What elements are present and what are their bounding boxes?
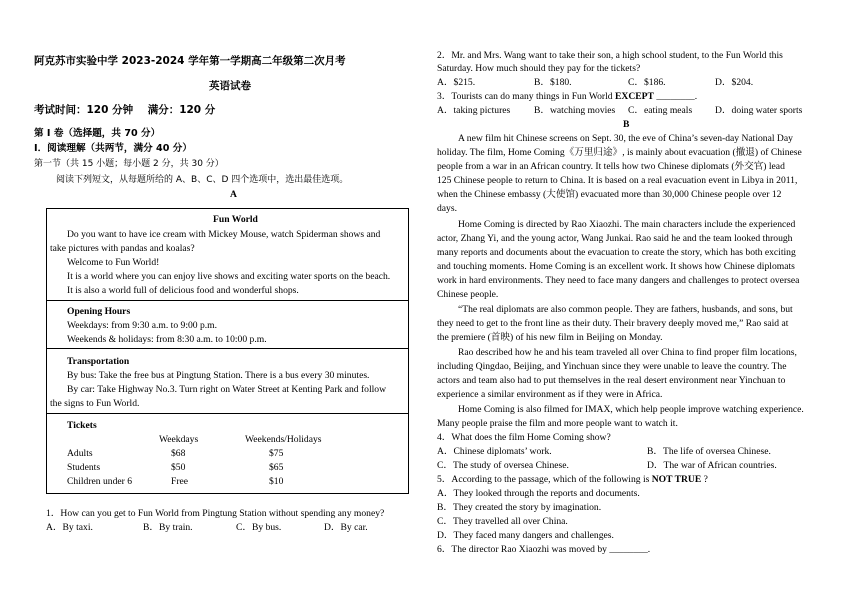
option-b[interactable]: B．$180. bbox=[534, 77, 572, 88]
ticket-row-label: Students bbox=[67, 462, 101, 473]
transport-line: By bus: Take the free bus at Pingtung Station. There is a bus every 30 minutes. bbox=[67, 370, 370, 381]
passage-line: A new film hit Chinese screens on Sept. 30, the eve of China’s seven-day National Day bbox=[458, 133, 793, 144]
passage-line: experience a similar environment as if they were in Africa. bbox=[437, 389, 663, 400]
option-c[interactable]: C．$186. bbox=[628, 77, 666, 88]
passage-letter-a: A bbox=[230, 189, 237, 200]
intro-line: Do you want to have ice cream with Mickey Mouse, watch Spiderman shows and bbox=[67, 229, 381, 240]
fun-world-box bbox=[46, 208, 409, 494]
divider bbox=[47, 348, 408, 349]
box-title: Fun World bbox=[213, 214, 258, 225]
option-a[interactable]: A．By taxi. bbox=[46, 522, 93, 533]
question-2-options bbox=[437, 77, 817, 89]
option-a[interactable]: A．Chinese diplomats’ work. bbox=[437, 446, 552, 457]
instructions: 阅读下列短文，从每题所给的 A、B、C、D 四个选项中，选出最佳选项。 bbox=[56, 175, 349, 185]
section-heading: I．阅读理解（共两节，满分 40 分） bbox=[34, 143, 192, 154]
passage-line: Chinese people. bbox=[437, 289, 499, 300]
exam-info: 考试时间：120 分钟 满分：120 分 bbox=[34, 104, 216, 116]
passage-line: work in hard environments. They need to face many dangers and challenges to protect oversea bbox=[437, 275, 800, 286]
option-c[interactable]: C．The study of oversea Chinese. bbox=[437, 460, 569, 471]
question-3-options bbox=[437, 105, 817, 117]
tickets-title: Tickets bbox=[67, 420, 97, 431]
ticket-row-label: Adults bbox=[67, 448, 93, 459]
intro-line: take pictures with pandas and koalas? bbox=[50, 243, 195, 254]
option-a[interactable]: A．They looked through the reports and documents. bbox=[437, 488, 640, 499]
ticket-row-weekday: $50 bbox=[171, 462, 186, 473]
passage-line: 125 Chinese people to return to China. It is based on a real evacuation event in Libya in 2011, bbox=[437, 175, 798, 186]
option-b[interactable]: B．The life of oversea Chinese. bbox=[647, 446, 771, 457]
passage-line: holiday. The film, Home Coming《万里归途》, is mainly about evacuation (撤退) of Chinese bbox=[437, 147, 802, 158]
passage-line: Home Coming is directed by Rao Xiaozhi. The main characters include the experienced bbox=[458, 219, 796, 230]
part-label: 第 I 卷（选择题，共 70 分） bbox=[34, 128, 161, 139]
tickets-header-weekends: Weekends/Holidays bbox=[245, 434, 322, 445]
option-c[interactable]: C．eating meals bbox=[628, 105, 693, 116]
question-4-stem: 4．What does the film Home Coming show? bbox=[437, 432, 611, 443]
passage-line: they need to get to the front line as their duty. Their bravery deeply moved me,” Rao said at bbox=[437, 318, 789, 329]
divider bbox=[47, 300, 408, 301]
exam-subtitle: 英语试卷 bbox=[209, 80, 251, 92]
option-d[interactable]: D．They faced many dangers and challenges. bbox=[437, 530, 614, 541]
stem-emphasis: EXCEPT bbox=[615, 91, 654, 102]
hours-title: Opening Hours bbox=[67, 306, 131, 317]
passage-line: and touching moments. Home Coming is an excellent work. It shows how Chinese diplomats bbox=[437, 261, 795, 272]
passage-line: Home Coming is also filmed for IMAX, which help people improve watching experience. bbox=[458, 404, 804, 415]
ticket-row-weekend: $75 bbox=[269, 448, 284, 459]
question-2-stem: Saturday. How much should they pay for the tickets? bbox=[437, 63, 641, 74]
stem-text: 5．According to the passage, which of the following is bbox=[437, 474, 652, 485]
stem-blank: ________. bbox=[653, 91, 698, 102]
option-b[interactable]: B．They created the story by imagination. bbox=[437, 502, 602, 513]
option-b[interactable]: B．By train. bbox=[143, 522, 193, 533]
ticket-row-weekday: Free bbox=[171, 476, 189, 487]
intro-line: It is a world where you can enjoy live shows and exciting water sports on the beach. bbox=[67, 271, 391, 282]
passage-line: days. bbox=[437, 203, 457, 214]
passage-line: Rao described how he and his team traveled all over China to find proper film locations, bbox=[458, 347, 797, 358]
option-d[interactable]: D．doing water sports bbox=[715, 105, 803, 116]
option-d[interactable]: D．The war of African countries. bbox=[647, 460, 777, 471]
question-3-stem bbox=[437, 91, 697, 103]
intro-line: Welcome to Fun World! bbox=[67, 257, 160, 268]
ticket-row-weekend: $65 bbox=[269, 462, 284, 473]
passage-line: actor, Zhang Yi, and the young actor, Wang Junkai. Rao said he and the team looked through bbox=[437, 233, 793, 244]
option-a[interactable]: A．$215. bbox=[437, 77, 476, 88]
passage-line: when the Chinese embassy (大使馆) evacuated more than 30,000 Chinese people over 12 bbox=[437, 189, 782, 200]
option-d[interactable]: D．$204. bbox=[715, 77, 754, 88]
passage-line: including Qingdao, Beijing, and Yinchuan since they were unable to leave the country. The bbox=[437, 361, 787, 372]
tickets-header-weekdays: Weekdays bbox=[159, 434, 199, 445]
transport-title: Transportation bbox=[67, 356, 130, 367]
question-2-stem: 2．Mr. and Mrs. Wang want to take their son, a high school student, to the Fun World this bbox=[437, 50, 783, 61]
passage-line: people from a war in an African country. It tells how two Chinese diplomats (外交官) lead bbox=[437, 161, 785, 172]
passage-line: actors and team also had to put themselves in the real desert environment near Yinchuan to bbox=[437, 375, 786, 386]
question-1-options bbox=[46, 522, 406, 534]
stem-text: 3．Tourists can do many things in Fun World bbox=[437, 91, 615, 102]
option-d[interactable]: D．By car. bbox=[324, 522, 368, 533]
section-sub: 第一节（共 15 小题；每小题 2 分，共 30 分） bbox=[34, 159, 224, 169]
option-c[interactable]: C．By bus. bbox=[236, 522, 282, 533]
hours-line: Weekends & holidays: from 8:30 a.m. to 10:00 p.m. bbox=[67, 334, 267, 345]
question-4-options bbox=[437, 446, 817, 472]
stem-blank: ? bbox=[701, 474, 708, 485]
ticket-row-weekend: $10 bbox=[269, 476, 284, 487]
stem-emphasis: NOT TRUE bbox=[651, 474, 702, 485]
passage-line: “The real diplomats are also common people. They are fathers, husbands, and sons, but bbox=[458, 304, 793, 315]
transport-line: the signs to Fun World. bbox=[50, 398, 140, 409]
intro-line: It is also a world full of delicious food and wonderful shops. bbox=[67, 285, 299, 296]
hours-line: Weekdays: from 9:30 a.m. to 9:00 p.m. bbox=[67, 320, 218, 331]
exam-title: 阿克苏市实验中学 2023-2024 学年第一学期高二年级第二次月考 bbox=[34, 55, 346, 67]
passage-line: Many people praise the film and more people want to watch it. bbox=[437, 418, 678, 429]
question-6-stem: 6．The director Rao Xiaozhi was moved by ________. bbox=[437, 544, 651, 555]
option-c[interactable]: C．They travelled all over China. bbox=[437, 516, 568, 527]
passage-letter-b: B bbox=[623, 119, 630, 130]
question-1-stem: 1．How can you get to Fun World from Pingtung Station without spending any money? bbox=[46, 508, 385, 519]
passage-line: the premiere (首映) of his new film in Beijing on Monday. bbox=[437, 332, 663, 343]
transport-line: By car: Take Highway No.3. Turn right on Water Street at Kenting Park and follow bbox=[67, 384, 387, 395]
ticket-row-weekday: $68 bbox=[171, 448, 186, 459]
divider bbox=[47, 413, 408, 414]
ticket-row-label: Children under 6 bbox=[67, 476, 133, 487]
option-a[interactable]: A．taking pictures bbox=[437, 105, 511, 116]
question-5-stem bbox=[437, 474, 708, 486]
option-b[interactable]: B．watching movies bbox=[534, 105, 616, 116]
passage-line: many reports and documents about the evacuation to create the story, which has both exciting bbox=[437, 247, 796, 258]
